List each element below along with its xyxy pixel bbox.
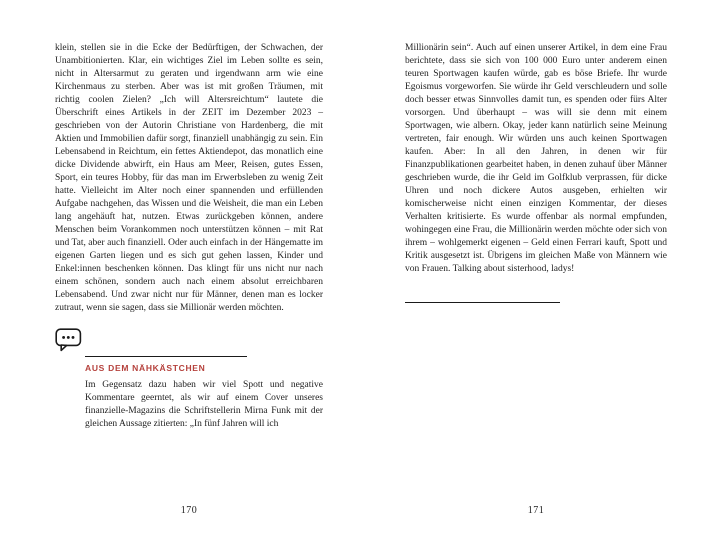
aside-section xyxy=(55,328,323,431)
aside-heading: AUS DEM NÄHKÄSTCHEN xyxy=(85,363,206,373)
aside-text: Im Gegensatz dazu haben wir viel Spott und negative Kommentare geerntet, als wir auf einem Cover unseres finanzielle-Magazins die Schriftstellerin Mirna Funk mit der gleichen Aussage zitierten: „In fünf Jahren will ich xyxy=(85,380,323,429)
section-end-divider xyxy=(405,302,560,303)
right-page xyxy=(405,42,667,303)
right-page-paragraph: Millionärin sein“. Auch auf einen unserer Artikel, in dem eine Frau berichtete, dass sie sich von 100 000 Euro unter anderem einen teuren Sportwagen kaufen würde, gab es böse Briefe. Ihr wurde Egoismus vorgeworfen. Sie würde ihr Geld verschleudern und solle doch besser etwas Sinnvolles damit tun, es spenden oder fürs Alter vorsorgen. Und überhaupt – was will sie denn mit einem Sportwagen, wie albern. Okay, jeder kann natürlich seine Meinung vertreten, fair enough. Wir würden uns auch keinen Sportwagen kaufen. Aber: In all den Jahren, in denen wir für Finanzpublikationen gearbeitet haben, in denen zuhauf über Männer geschrieben wurde, die ihr Geld im Golfklub verprassen, für dicke Uhren und noch dickere Autos ausgeben, erhielten wir komischerweise nicht einen einzigen Kommentar, der dieses Verhalten kritisierte. Es wurde offenbar als normal empfunden, wohingegen eine Frau, die Millionärin werden möchte oder sich von ihrem – wohlgemerkt eigenen – Geld einen Ferrari kauft, Spott und Kritik ausgesetzt ist. Übrigens im gleichen Maße von Männern wie von Frauen. Talking about sisterhood, ladys! xyxy=(405,43,667,274)
left-page xyxy=(55,42,323,431)
page-number-left: 170 xyxy=(180,505,198,516)
aside-content xyxy=(85,356,323,431)
left-page-paragraph: klein, stellen sie in die Ecke der Bedürftigen, der Schwachen, der Unambitionierten. Klar, ein wichtiges Ziel im Leben sollte es sein, nicht in Altersarmut zu geraten und irgendwann arm wie eine Kirchenmaus zu sterben. Aber was ist mit großen Träumen, mit richtig coolen Zielen? „Ich will Altersreichtum“ lautete die Überschrift eines Artikels in der ZEIT im Dezember 2023 – geschrieben von der Autorin Christiane von Hardenberg, die mit Aktien und Immobilien dafür sorgt, finanziell unabhängig zu sein. Ein Lebensabend in Reichtum, ein fettes Aktiendepot, das monatlich eine dicke Dividende abwirft, ein Haus am Meer, Reisen, gutes Essen, Sport, ein teures Hobby, für das man im Erwerbsleben zu wenig Zeit hatte. Vielleicht im Alter noch einer spannenden und erfüllenden Aufgabe nachgehen, das Wissen und die Weisheit, die man ein Leben lang angehäuft hat, nutzen. Etwas zurückgeben können, andere Menschen beim Vorankommen noch unterstützen können – mit Rat und Tat, aber auch finanziell. Oder auch einfach in der Hängematte im eigenen Garten liegen und es sich gut gehen lassen, Kinder und Enkel:innen beschenken können. Das klingt für uns nicht nur nach einem schönen, sondern auch nach einem absolut erreichbaren Lebensabend. Und zwar nicht nur für Männer, denen man es locker zutraut, wenn sie sagen, dass sie Millionär werden möchten. xyxy=(55,43,323,313)
page-number-right: 171 xyxy=(527,505,545,516)
aside-divider xyxy=(85,356,247,357)
speech-bubble-icon xyxy=(55,328,82,352)
